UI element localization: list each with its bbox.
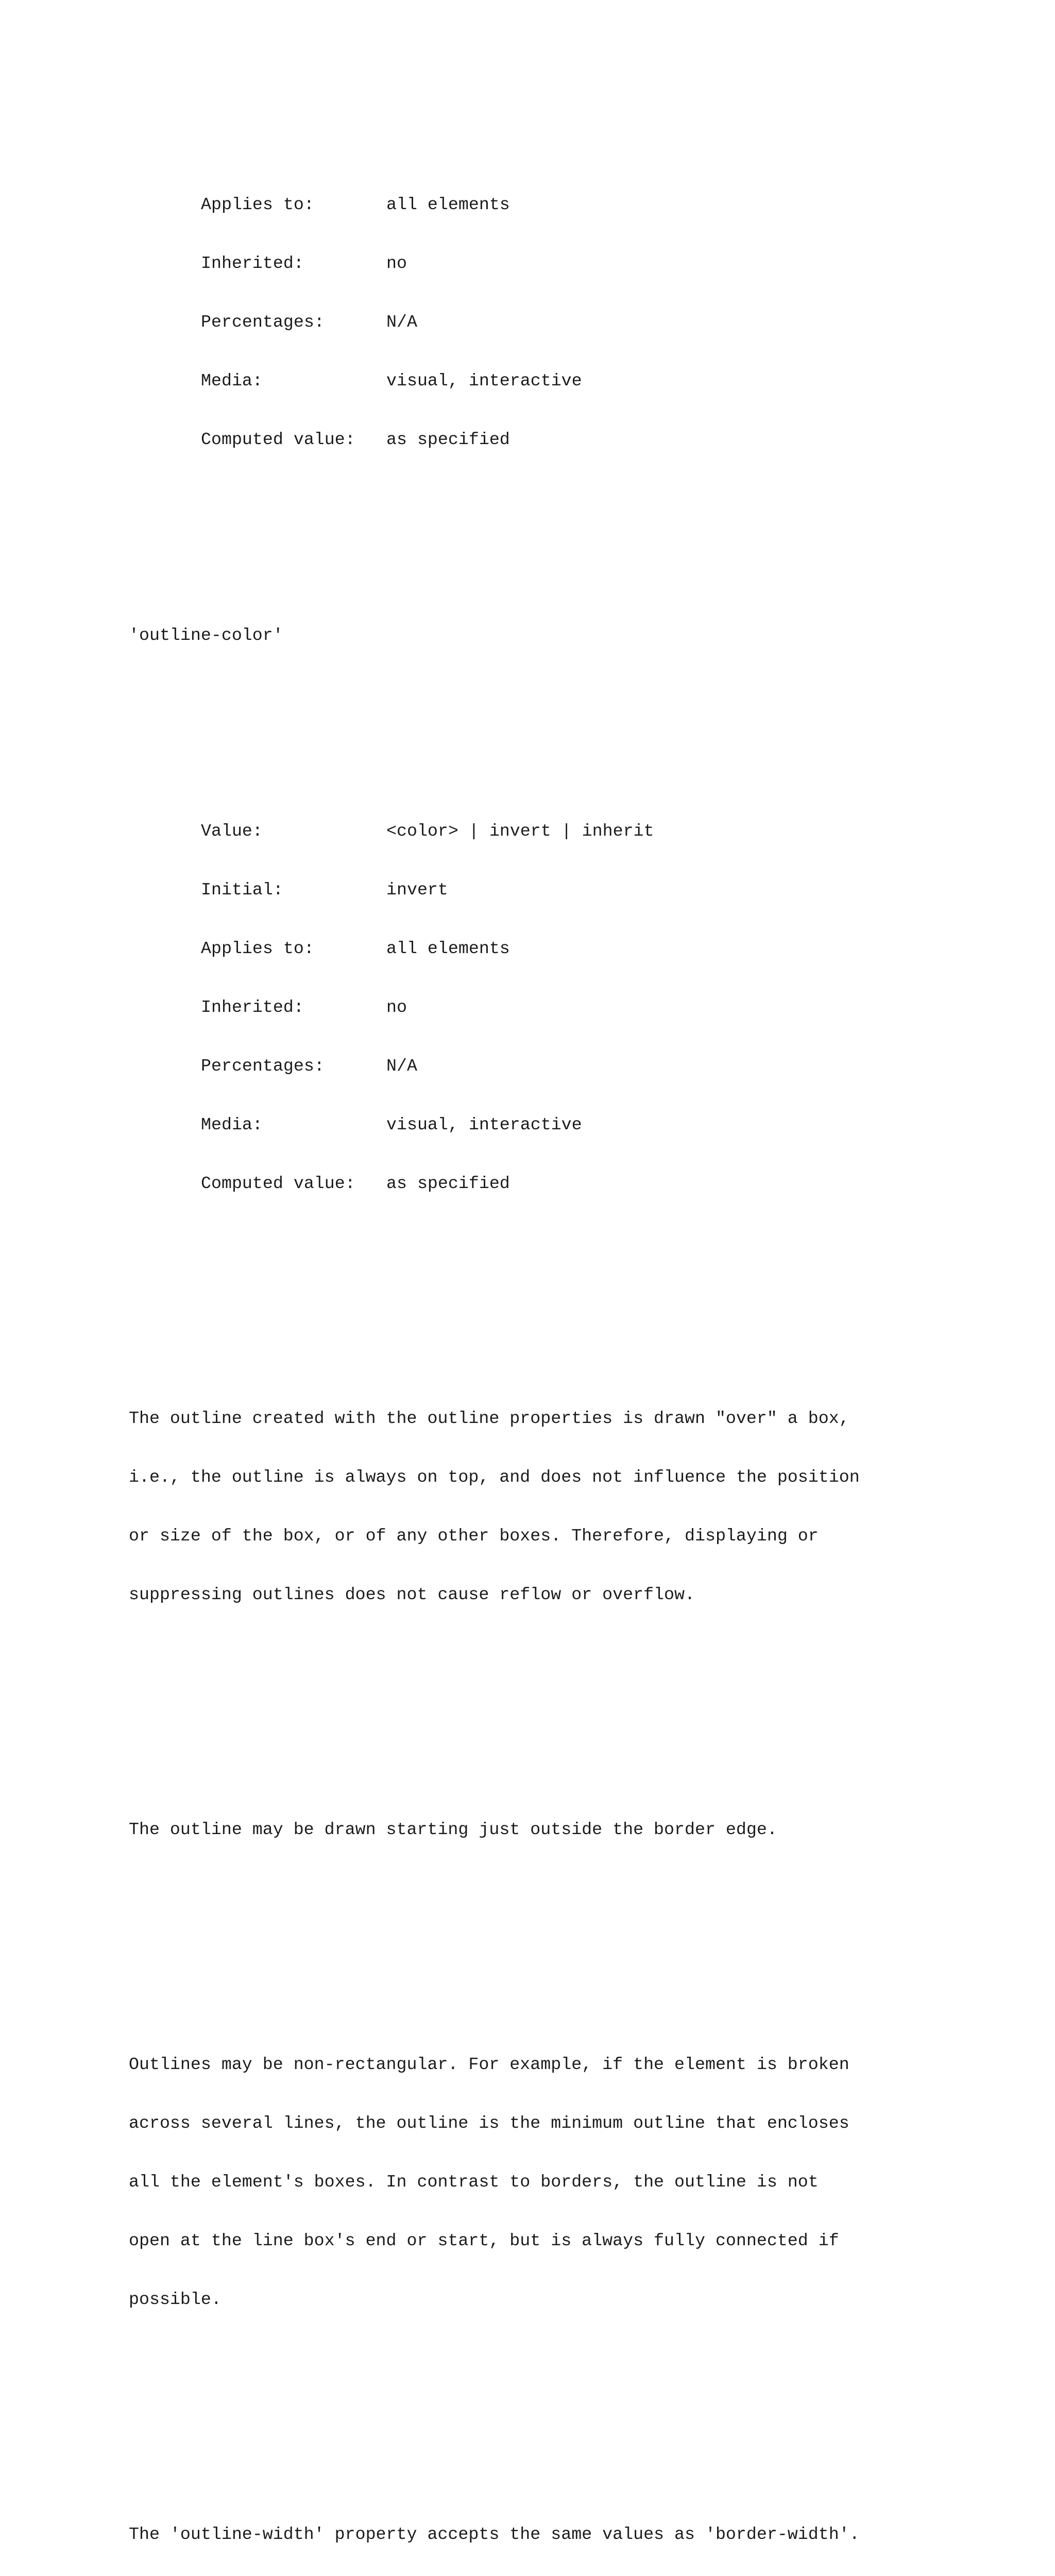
property-row bbox=[129, 939, 860, 958]
paragraph-line: possible. bbox=[129, 2290, 222, 2309]
blank-line bbox=[129, 528, 860, 547]
property-row bbox=[129, 253, 860, 273]
paragraph-line: i.e., the outline is always on top, and does not influence the position bbox=[129, 1467, 860, 1487]
property-label: Applies to: bbox=[201, 939, 314, 958]
property-label: Value: bbox=[201, 821, 263, 841]
property-table-top bbox=[129, 156, 860, 488]
property-label: Initial: bbox=[201, 880, 283, 900]
property-row bbox=[129, 195, 860, 214]
paragraph-line: open at the line box's end or start, but is always fully connected if bbox=[129, 2231, 839, 2250]
property-label: Percentages: bbox=[201, 312, 325, 332]
blank-line bbox=[129, 1918, 860, 1937]
property-value: as specified bbox=[386, 1174, 510, 1193]
property-heading: 'outline-color' bbox=[129, 625, 283, 645]
paragraph bbox=[129, 1369, 860, 1643]
property-row bbox=[129, 821, 860, 841]
blank-line bbox=[129, 2387, 860, 2407]
blank-line bbox=[129, 1683, 860, 1702]
property-row bbox=[129, 371, 860, 391]
paragraph bbox=[129, 2015, 860, 2348]
paragraph-line: The 'outline-width' property accepts the same values as 'border-width'. bbox=[129, 2524, 860, 2544]
property-value: <color> | invert | inherit bbox=[386, 821, 654, 841]
property-row bbox=[129, 312, 860, 332]
property-label: Media: bbox=[201, 1115, 263, 1134]
property-row bbox=[129, 1174, 860, 1193]
property-value: as specified bbox=[386, 430, 510, 449]
property-label: Inherited: bbox=[201, 997, 304, 1017]
property-value: no bbox=[386, 997, 407, 1017]
paragraph bbox=[129, 1781, 860, 1878]
property-value: all elements bbox=[386, 939, 510, 958]
property-value: N/A bbox=[386, 312, 417, 332]
property-value: no bbox=[386, 253, 407, 273]
property-row bbox=[129, 430, 860, 449]
property-label: Media: bbox=[201, 371, 263, 391]
paragraph-line: The outline created with the outline properties is drawn "over" a box, bbox=[129, 1409, 849, 1428]
property-value: all elements bbox=[386, 195, 510, 214]
paragraph bbox=[129, 2485, 860, 2576]
property-label: Applies to: bbox=[201, 195, 314, 214]
property-value: invert bbox=[386, 880, 448, 900]
property-row bbox=[129, 1115, 860, 1134]
property-value: visual, interactive bbox=[386, 371, 582, 391]
property-row bbox=[129, 880, 860, 900]
paragraph-line: or size of the box, or of any other boxes. Therefore, displaying or bbox=[129, 1526, 819, 1546]
property-label: Percentages: bbox=[201, 1056, 325, 1076]
document-text bbox=[129, 97, 860, 2576]
blank-line bbox=[129, 1272, 860, 1291]
paragraph-line: suppressing outlines does not cause reflow or overflow. bbox=[129, 1585, 695, 1604]
paragraph-line: Outlines may be non-rectangular. For example, if the element is broken bbox=[129, 2055, 849, 2074]
property-label: Computed value: bbox=[201, 430, 355, 449]
paragraph-line: all the element's boxes. In contrast to borders, the outline is not bbox=[129, 2172, 819, 2192]
property-label: Computed value: bbox=[201, 1174, 355, 1193]
property-value: visual, interactive bbox=[386, 1115, 582, 1134]
property-table-outline-color bbox=[129, 782, 860, 1232]
property-value: N/A bbox=[386, 1056, 417, 1076]
blank-line bbox=[129, 684, 860, 704]
property-row bbox=[129, 997, 860, 1017]
paragraph-line: The outline may be drawn starting just outside the border edge. bbox=[129, 1820, 777, 1839]
property-label: Inherited: bbox=[201, 253, 304, 273]
paragraph-line: across several lines, the outline is the minimum outline that encloses bbox=[129, 2113, 849, 2133]
property-row bbox=[129, 1056, 860, 1076]
